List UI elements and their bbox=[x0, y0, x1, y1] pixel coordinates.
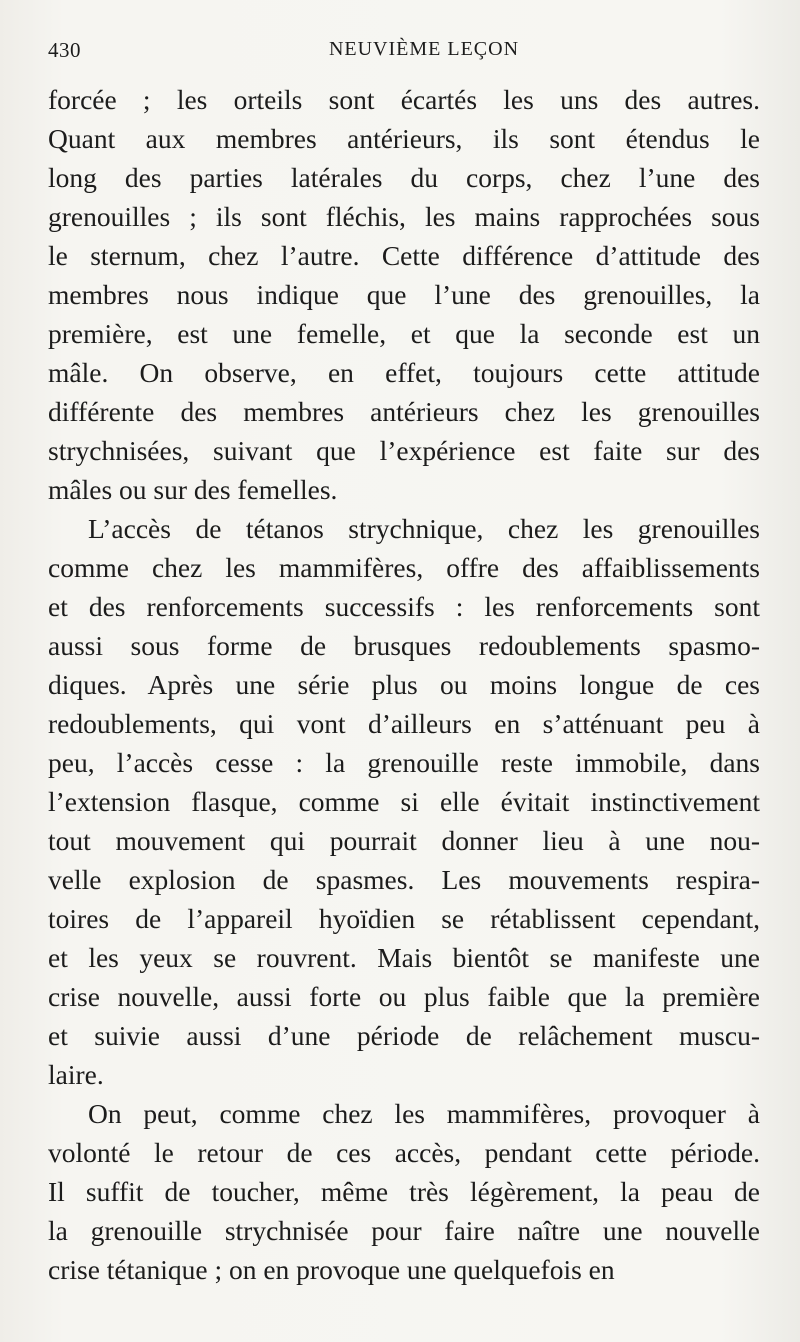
text-line: la grenouille strychnisée pour faire naître une nouvelle bbox=[48, 1215, 760, 1246]
text-line: tout mouvement qui pourrait donner lieu à une nou- bbox=[48, 825, 760, 856]
text-line: volonté le retour de ces accès, pendant cette période. bbox=[48, 1137, 760, 1168]
text-line: et les yeux se rouvrent. Mais bientôt se manifeste une bbox=[48, 942, 760, 973]
running-head: NEUVIÈME LEÇON bbox=[328, 38, 520, 60]
text-line: forcée ; les orteils sont écartés les uns des autres. bbox=[48, 84, 760, 115]
text-line: On peut, comme chez les mammifères, provoquer à bbox=[88, 1098, 760, 1129]
text-line: peu, l’accès cesse : la grenouille reste immobile, dans bbox=[48, 747, 760, 778]
text-line: aussi sous forme de brusques redoublements spasmo- bbox=[48, 630, 760, 661]
text-line: toires de l’appareil hyoïdien se rétablissent cependant, bbox=[48, 903, 760, 934]
text-line: crise nouvelle, aussi forte ou plus faible que la première bbox=[48, 981, 760, 1012]
text-line: L’accès de tétanos strychnique, chez les grenouilles bbox=[88, 513, 760, 544]
text-line: mâle. On observe, en effet, toujours cette attitude bbox=[48, 357, 760, 388]
text-line: Il suffit de toucher, même très légèrement, la peau de bbox=[48, 1176, 760, 1207]
text-line: le sternum, chez l’autre. Cette différence d’attitude des bbox=[48, 240, 760, 271]
text-line: et des renforcements successifs : les renforcements sont bbox=[48, 591, 760, 622]
text-line: redoublements, qui vont d’ailleurs en s’atténuant peu à bbox=[48, 708, 760, 739]
text-line: grenouilles ; ils sont fléchis, les mains rapprochées sous bbox=[48, 201, 760, 232]
text-line: et suivie aussi d’une période de relâchement muscu- bbox=[48, 1020, 760, 1051]
text-line: strychnisées, suivant que l’expérience est faite sur des bbox=[48, 435, 760, 466]
text-line: première, est une femelle, et que la seconde est un bbox=[48, 318, 760, 349]
text-line: long des parties latérales du corps, chez l’une des bbox=[48, 162, 760, 193]
text-line: membres nous indique que l’une des grenouilles, la bbox=[48, 279, 760, 310]
paragraph bbox=[48, 80, 760, 509]
text-line: différente des membres antérieurs chez les grenouilles bbox=[48, 396, 760, 427]
text-line: mâles ou sur des femelles. bbox=[48, 474, 338, 505]
text-line: comme chez les mammifères, offre des affaiblissements bbox=[48, 552, 760, 583]
text-line: crise tétanique ; on en provoque une quelquefois en bbox=[48, 1254, 615, 1285]
body-text bbox=[48, 80, 760, 1289]
text-line: laire. bbox=[48, 1059, 104, 1090]
text-line: velle explosion de spasmes. Les mouvements respira- bbox=[48, 864, 760, 895]
paragraph bbox=[48, 509, 760, 1094]
text-line: l’extension flasque, comme si elle évitait instinctivement bbox=[48, 786, 760, 817]
page-header bbox=[48, 38, 760, 72]
paragraph bbox=[48, 1094, 760, 1289]
text-line: Quant aux membres antérieurs, ils sont étendus le bbox=[48, 123, 760, 154]
page-number: 430 bbox=[48, 38, 81, 62]
text-line: diques. Après une série plus ou moins longue de ces bbox=[48, 669, 760, 700]
